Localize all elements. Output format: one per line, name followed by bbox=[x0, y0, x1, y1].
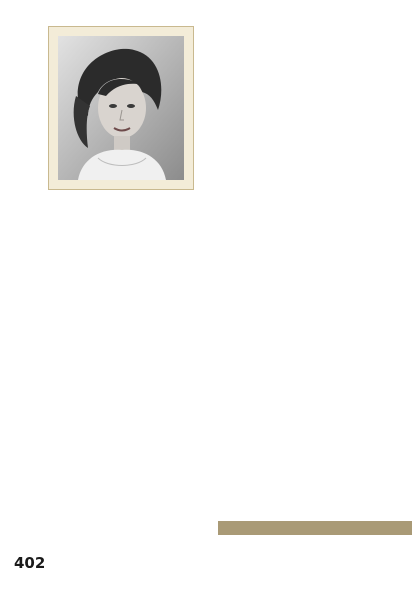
biography-continuation bbox=[26, 262, 390, 514]
biography-column bbox=[218, 12, 390, 270]
portrait-photo bbox=[58, 36, 184, 180]
section-banner bbox=[218, 521, 412, 535]
portrait-caption bbox=[40, 220, 202, 223]
portrait-frame bbox=[48, 26, 194, 190]
portrait-image bbox=[58, 36, 184, 180]
page-number: 402 bbox=[14, 554, 46, 572]
